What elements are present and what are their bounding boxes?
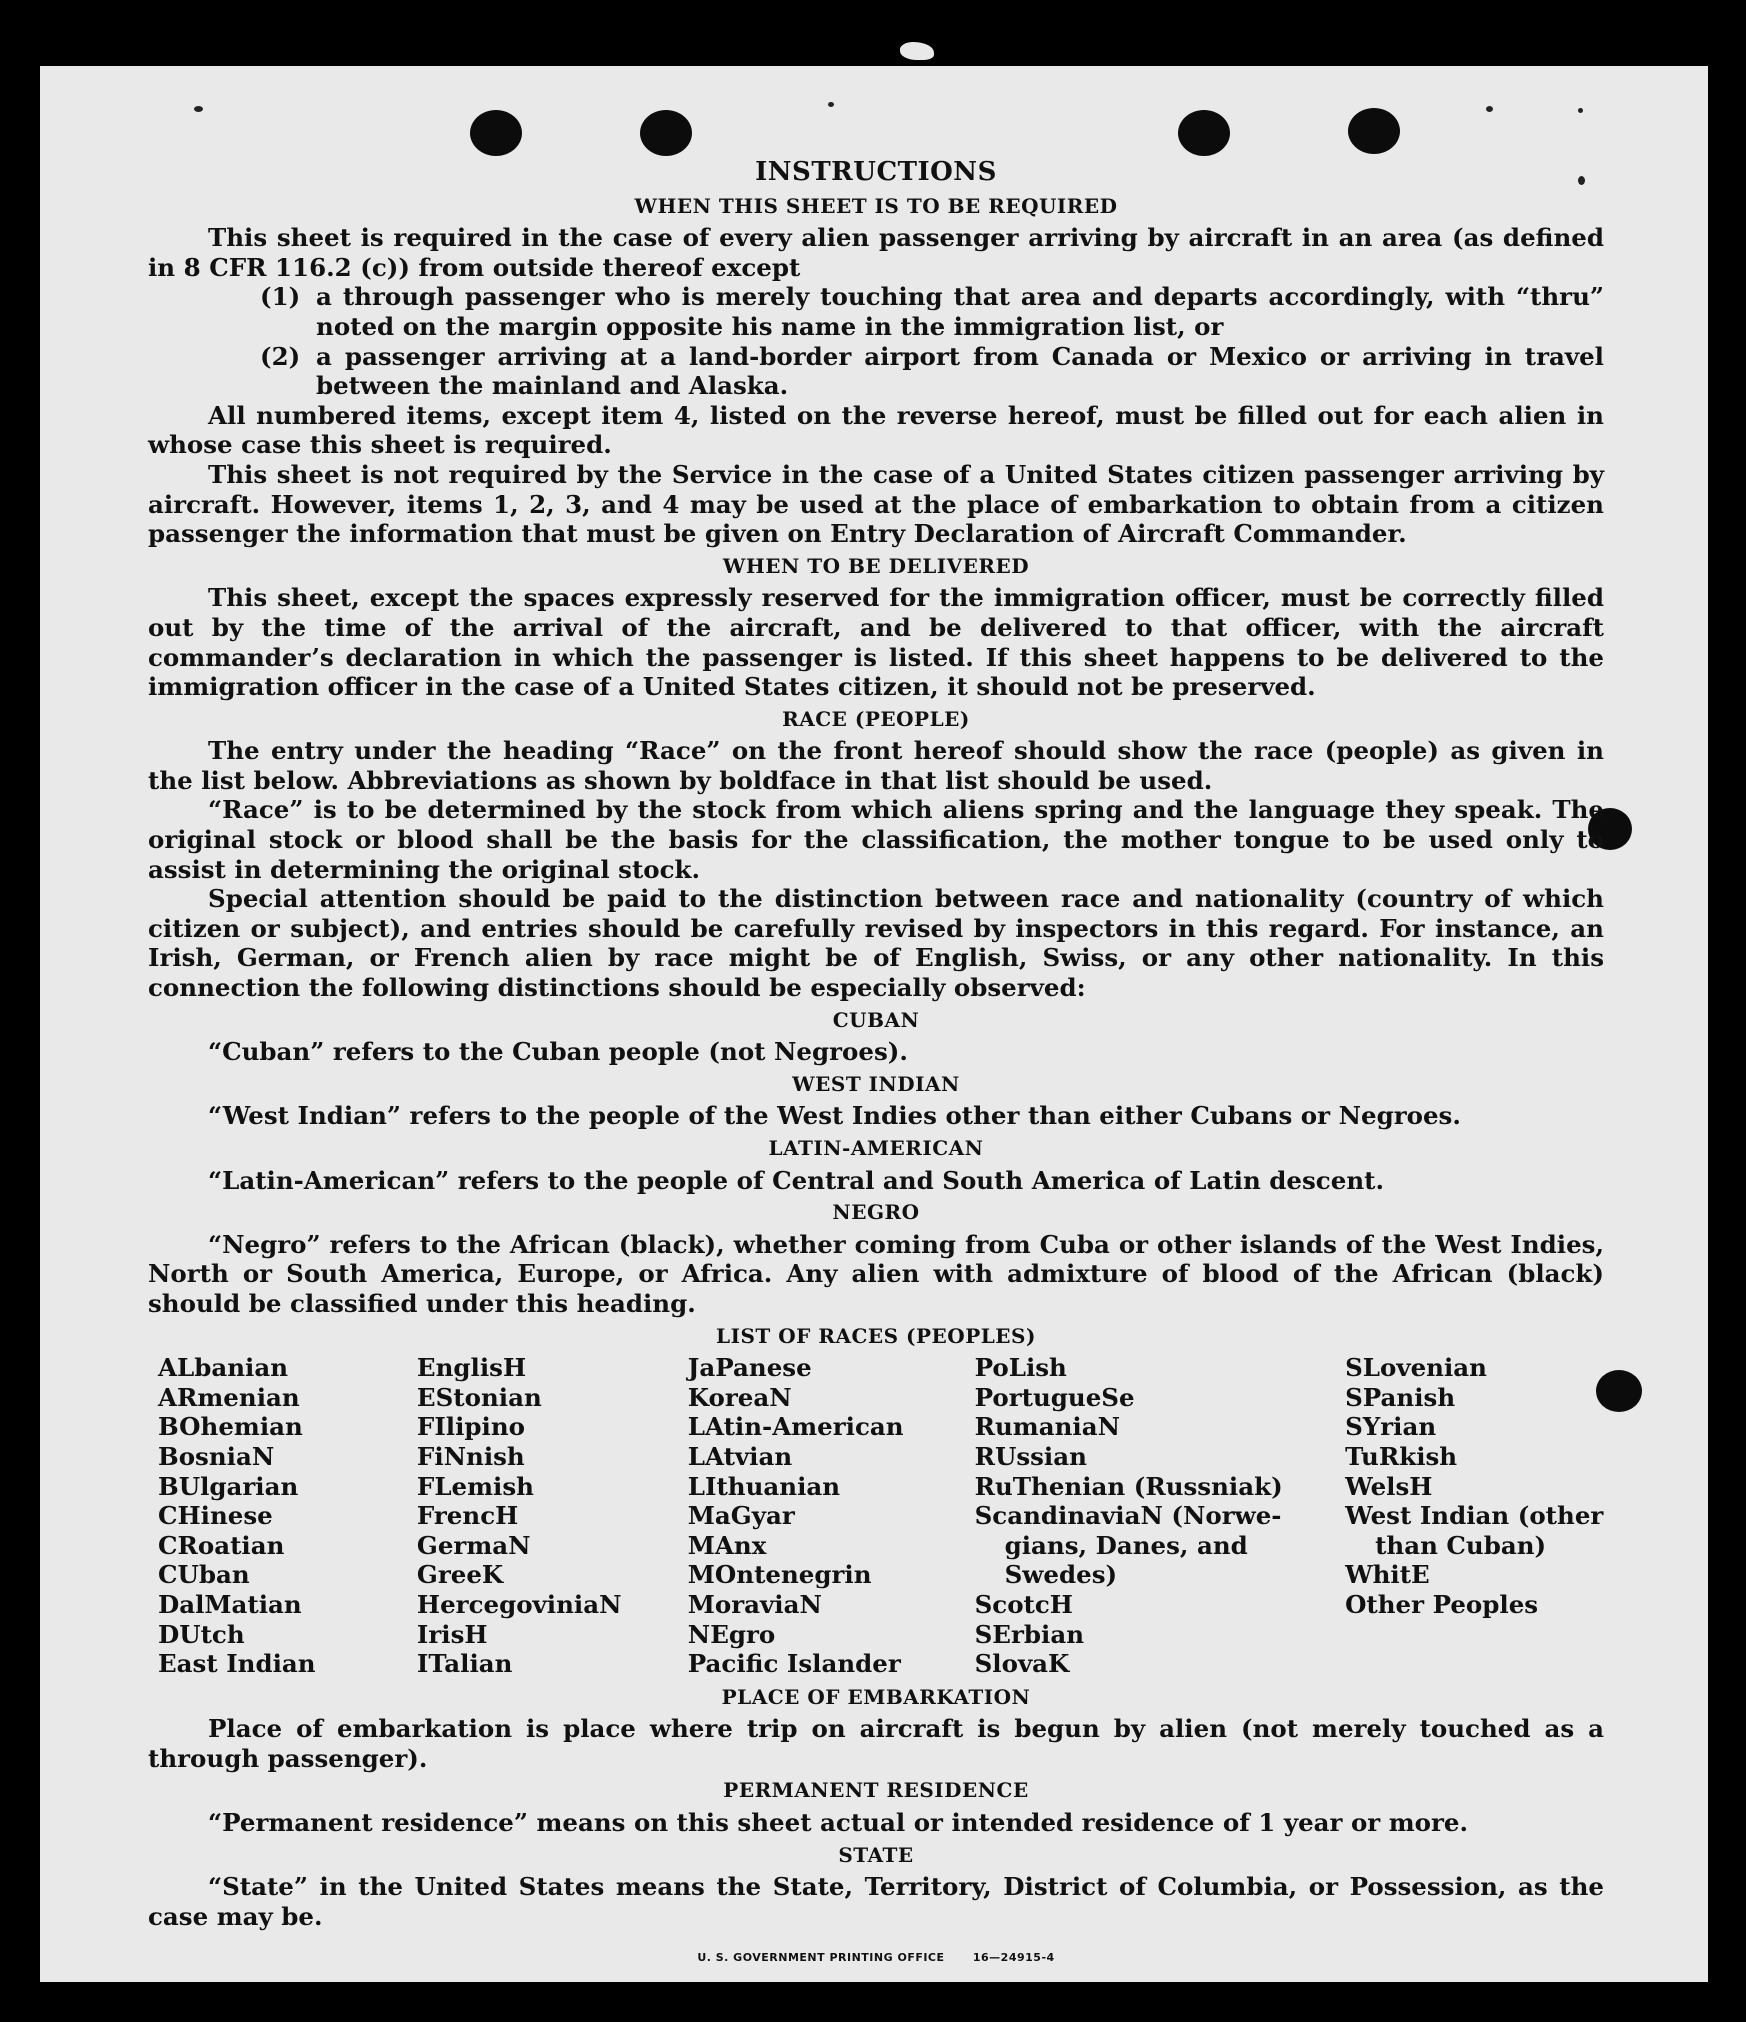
race-entry: MoraviaN	[687, 1589, 822, 1619]
section-heading-negro: NEGRO	[832, 1200, 920, 1225]
race-entry: SErbian	[974, 1619, 1085, 1649]
item-text: a through passenger who is merely touching that area and departs accordingly, with “thru” noted on the margin opposite his name in the immigration list, or	[316, 282, 1604, 341]
residence-text: “Permanent residence” means on this sheet actual or intended residence of 1 year or more.	[208, 1808, 1469, 1838]
race-entry: FiNnish	[416, 1441, 525, 1471]
race-entry: SPanish	[1345, 1382, 1456, 1412]
section-heading-west-indian: WEST INDIAN	[792, 1071, 960, 1096]
race-entry-continued: Swedes)	[1004, 1560, 1118, 1590]
section-heading-state: STATE	[838, 1842, 914, 1867]
required-intro: This sheet is required in the case of every alien passenger arriving by aircraft in an area (as defined in 8 CFR 116.2 (c)) from outside thereof except	[148, 223, 1604, 282]
race-entry: ScotcH	[974, 1589, 1073, 1619]
race-entry: LAtin-American	[687, 1412, 904, 1442]
item-number: (2)	[260, 341, 301, 371]
section-heading-delivered: WHEN TO BE DELIVERED	[722, 553, 1030, 578]
race-entry: HercegoviniaN	[416, 1589, 622, 1619]
ink-speck	[1486, 106, 1493, 112]
required-para-2: All numbered items, except item 4, listed on the reverse hereof, must be filled out for each alien in whose case this sheet is required.	[148, 400, 1604, 460]
race-entry: MOntenegrin	[687, 1560, 872, 1590]
punch-hole	[1178, 110, 1230, 156]
instructions-content	[148, 158, 1604, 1973]
race-entry: GermaN	[416, 1530, 531, 1560]
race-entry: EStonian	[416, 1382, 542, 1412]
race-entry: PoLish	[974, 1353, 1067, 1383]
section-heading-residence: PERMANENT RESIDENCE	[723, 1778, 1029, 1803]
section-heading-required: WHEN THIS SHEET IS TO BE REQUIRED	[634, 193, 1118, 218]
punch-hole	[1348, 108, 1400, 154]
state-text: “State” in the United States means the State, Territory, District of Columbia, or Possession, as the case may be.	[148, 1872, 1604, 1931]
race-entry-continued: than Cuban)	[1375, 1530, 1547, 1560]
ink-speck	[1578, 108, 1583, 113]
race-entry: GreeK	[416, 1560, 504, 1590]
item-number: (1)	[260, 282, 301, 312]
item-text: a passenger arriving at a land-border airport from Canada or Mexico or arriving in travel between the mainland and Alaska.	[316, 341, 1604, 401]
race-entry: MAnx	[687, 1530, 767, 1560]
race-entry: NEgro	[687, 1619, 776, 1649]
negro-text: “Negro” refers to the African (black), whether coming from Cuba or other islands of the West Indies, North or South America, Europe, or Africa. Any alien with admixture of blood of the African (black) should be classified under this heading.	[148, 1229, 1604, 1318]
race-entry: IrisH	[416, 1619, 488, 1649]
west-indian-text: “West Indian” refers to the people of the West Indies other than either Cubans or Negroes.	[208, 1101, 1461, 1131]
race-entry: ScandinaviaN (Norwe-	[974, 1501, 1282, 1531]
required-para-3: This sheet is not required by the Service in the case of a United States citizen passenger arriving by aircraft. However, items 1, 2, 3, and 4 may be used at the place of embarkation to obtain from a citizen passenger the information that must be given on Entry Declaration of Aircraft Commander.	[148, 459, 1604, 549]
exception-item	[260, 342, 1604, 401]
race-entry: LIthuanian	[687, 1471, 841, 1501]
section-heading-race: RACE (PEOPLE)	[782, 706, 970, 731]
race-para-1: The entry under the heading “Race” on the front hereof should show the race (people) as given in the list below. Abbreviations as shown by boldface in that list should be used.	[148, 736, 1604, 795]
race-entry: SLovenian	[1345, 1353, 1487, 1383]
embarkation-text: Place of embarkation is place where trip on aircraft is begun by alien (not merely touched as a through passenger).	[148, 1714, 1604, 1773]
race-entry: West Indian (other	[1345, 1501, 1604, 1531]
race-entry: FLemish	[416, 1471, 534, 1501]
races-column	[975, 1353, 1345, 1679]
race-entry: BOhemian	[158, 1412, 303, 1442]
race-entry: ALbanian	[158, 1353, 289, 1383]
race-entry: TuRkish	[1345, 1441, 1458, 1471]
latin-american-text: “Latin-American” refers to the people of Central and South America of Latin descent.	[208, 1165, 1384, 1195]
paper-tear	[900, 42, 934, 60]
section-heading-latin-american: LATIN-AMERICAN	[768, 1136, 984, 1160]
races-column	[417, 1353, 688, 1679]
printer-imprint	[148, 1943, 1604, 1973]
race-entry: KoreaN	[687, 1382, 792, 1412]
form-code: 16—24915-4	[972, 1951, 1055, 1965]
delivered-text: This sheet, except the spaces expressly reserved for the immigration officer, must be correctly filled out by the time of the arrival of the aircraft, and be delivered to that officer, with the aircraft commander’s declaration in which the passenger is listed. If this sheet happens to be delivered to the immigration officer in the case of a United States citizen, it should not be preserved.	[148, 583, 1604, 702]
race-entry: EnglisH	[416, 1353, 527, 1383]
race-entry: RuThenian (Russniak)	[974, 1471, 1283, 1501]
race-entry: CUban	[158, 1560, 250, 1590]
section-heading-cuban: CUBAN	[832, 1007, 920, 1032]
ink-speck	[194, 106, 203, 112]
race-entry: BUlgarian	[158, 1471, 299, 1501]
races-column	[158, 1353, 417, 1679]
race-entry: FrencH	[416, 1501, 519, 1531]
printer-office: U. S. GOVERNMENT PRINTING OFFICE	[697, 1951, 945, 1965]
race-entry: Pacific Islander	[687, 1649, 901, 1679]
section-heading-embarkation: PLACE OF EMBARKATION	[721, 1684, 1031, 1709]
document-page	[40, 66, 1708, 1982]
race-entry: ITalian	[416, 1649, 513, 1679]
race-entry: SYrian	[1345, 1412, 1437, 1442]
cuban-text: “Cuban” refers to the Cuban people (not Negroes).	[208, 1037, 908, 1067]
race-para-3: Special attention should be paid to the distinction between race and nationality (country of which citizen or subject), and entries should be carefully revised by inspectors in this regard. For instance, an Irish, German, or French alien by race might be of English, Swiss, or any other nationality. In this connection the following distinctions should be especially observed:	[148, 884, 1604, 1003]
race-entry: WhitE	[1345, 1560, 1430, 1590]
page-title: INSTRUCTIONS	[755, 157, 997, 187]
race-entry: WelsH	[1345, 1471, 1433, 1501]
race-entry: ARmenian	[158, 1382, 300, 1412]
races-column	[688, 1353, 975, 1679]
races-list	[158, 1353, 1604, 1679]
race-entry: RumaniaN	[974, 1412, 1120, 1442]
race-entry: FIlipino	[416, 1412, 525, 1442]
race-entry: Other Peoples	[1345, 1589, 1539, 1619]
punch-hole	[640, 110, 692, 156]
race-entry: East Indian	[158, 1649, 316, 1679]
races-column	[1345, 1353, 1604, 1679]
race-entry: JaPanese	[687, 1353, 812, 1383]
punch-hole	[470, 110, 522, 156]
race-entry: DUtch	[158, 1619, 245, 1649]
race-entry: CHinese	[158, 1501, 273, 1531]
list-heading: LIST OF RACES (PEOPLES)	[716, 1323, 1036, 1348]
ink-speck	[828, 102, 834, 107]
race-para-2: “Race” is to be determined by the stock from which aliens spring and the language they speak. The original stock or blood shall be the basis for the classification, the mother tongue to be used only to assist in determining the original stock.	[148, 795, 1604, 884]
race-entry: SlovaK	[974, 1649, 1070, 1679]
race-entry: PortugueSe	[974, 1382, 1135, 1412]
race-entry: LAtvian	[687, 1441, 793, 1471]
race-entry: DalMatian	[158, 1589, 302, 1619]
exception-list	[148, 282, 1604, 400]
race-entry: RUssian	[974, 1441, 1087, 1471]
race-entry: BosniaN	[158, 1441, 275, 1471]
race-entry-continued: gians, Danes, and	[1004, 1530, 1248, 1560]
exception-item	[260, 282, 1604, 341]
race-entry: MaGyar	[687, 1501, 795, 1531]
race-entry: CRoatian	[158, 1530, 285, 1560]
